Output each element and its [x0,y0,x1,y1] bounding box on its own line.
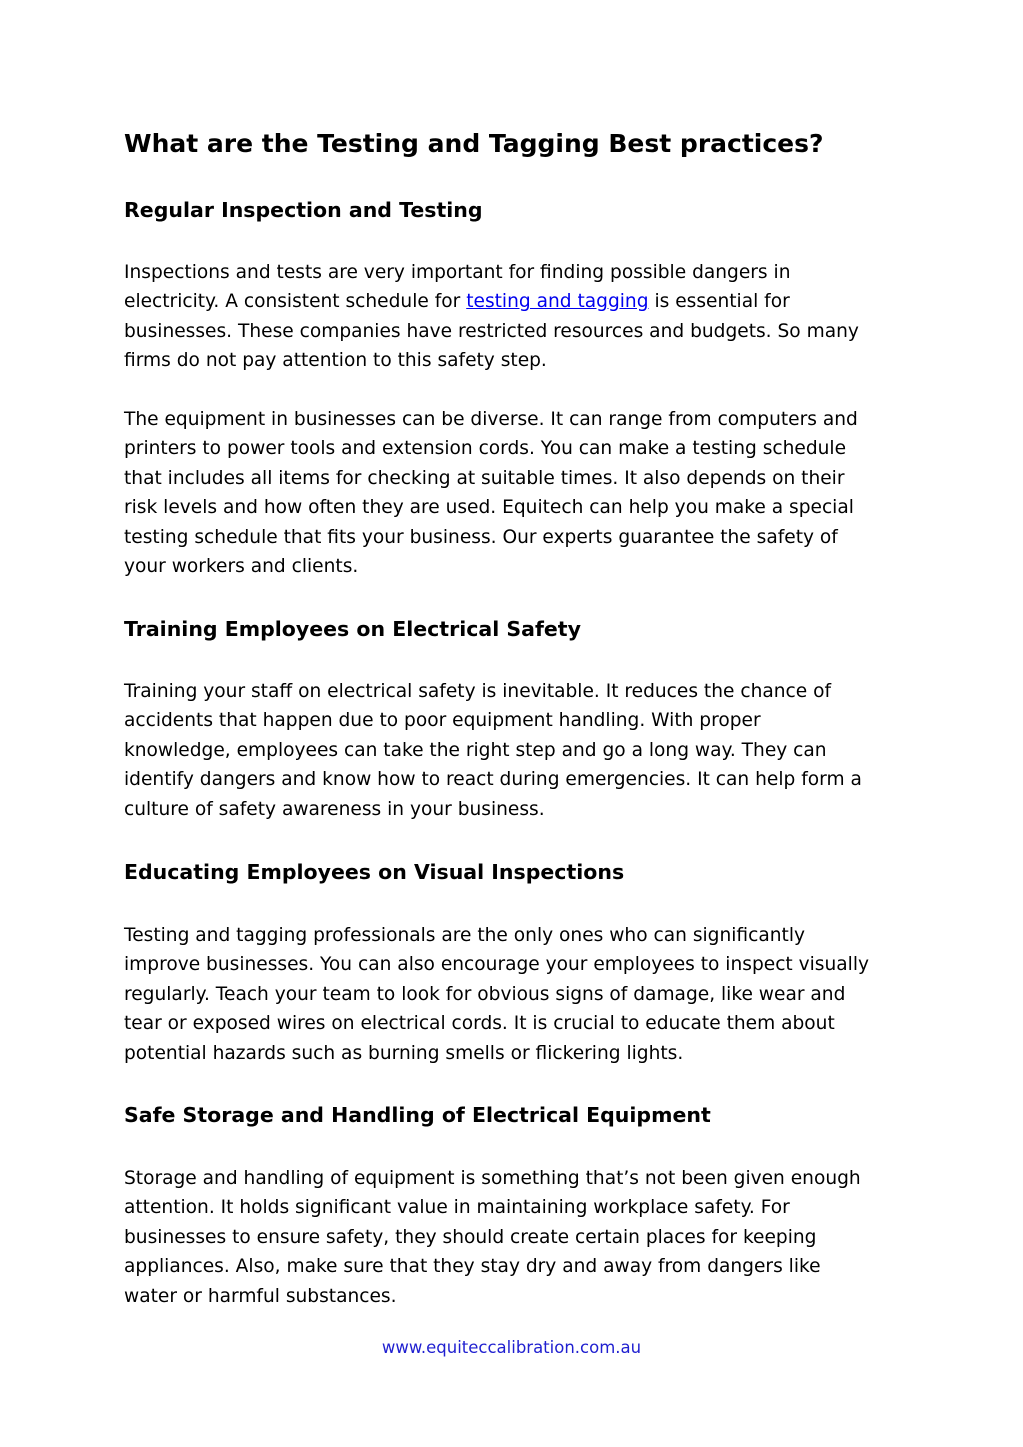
paragraph-line: Storage and handling of equipment is something that’s not been given enough [124,1168,861,1189]
paragraph-storage-handling [124,1164,914,1311]
section-heading-safe-storage: Safe Storage and Handling of Electrical Equipment [124,1103,711,1127]
paragraph-line: appliances. Also, make sure that they stay dry and away from dangers like [124,1256,821,1278]
footer-website[interactable]: www.equiteccalibration.com.au [381,1338,642,1357]
paragraph-line: firms do not pay attention to this safety step. [124,350,547,372]
paragraph-visual-inspections [124,921,914,1068]
paragraph-line: risk levels and how often they are used. Equitech can help you make a special [124,497,854,519]
paragraph-line: Inspections and tests are very important for finding possible dangers in [124,262,791,283]
page-title: What are the Testing and Tagging Best practices? [124,129,824,158]
paragraph-line: improve businesses. You can also encourage your employees to inspect visually [124,954,869,976]
paragraph-line-with-link [124,287,914,316]
section-heading-training-employees: Training Employees on Electrical Safety [124,617,581,641]
paragraph-line: businesses. These companies have restricted resources and budgets. So many [124,320,859,342]
paragraph-inspection-importance [124,258,914,376]
paragraph-line: businesses to ensure safety, they should create certain places for keeping [124,1226,817,1248]
paragraph-line: culture of safety awareness in your business. [124,798,545,820]
paragraph-text: is essential for [648,291,790,313]
paragraph-line: knowledge, employees can take the right step and go a long way. They can [124,739,827,761]
paragraph-line: accidents that happen due to poor equipment handling. With proper [124,710,761,732]
paragraph-training-staff [124,677,914,824]
paragraph-line: testing schedule that fits your business. Our experts guarantee the safety of [124,526,838,548]
paragraph-line: regularly. Teach your team to look for obvious signs of damage, like wear and [124,983,846,1005]
paragraph-line: that includes all items for checking at suitable times. It also depends on their [124,467,845,489]
paragraph-line: attention. It holds significant value in maintaining workplace safety. For [124,1197,790,1219]
paragraph-line: potential hazards such as burning smells or flickering lights. [124,1042,684,1064]
paragraph-line: The equipment in businesses can be diverse. It can range from computers and [124,409,858,430]
paragraph-equipment-diverse [124,405,914,581]
paragraph-line: your workers and clients. [124,556,359,578]
paragraph-line: tear or exposed wires on electrical cords. It is crucial to educate them about [124,1013,835,1035]
testing-and-tagging-link[interactable]: testing and tagging [466,291,649,313]
paragraph-line: identify dangers and know how to react during emergencies. It can help form a [124,769,862,791]
paragraph-line: water or harmful substances. [124,1285,397,1307]
section-heading-regular-inspection: Regular Inspection and Testing [124,198,483,222]
paragraph-line: Testing and tagging professionals are the only ones who can significantly [124,925,805,946]
paragraph-text: electricity. A consistent schedule for [124,291,467,313]
paragraph-line: printers to power tools and extension cords. You can make a testing schedule [124,438,847,460]
section-heading-visual-inspections: Educating Employees on Visual Inspections [124,860,625,884]
paragraph-line: Training your staff on electrical safety is inevitable. It reduces the chance of [124,681,832,702]
